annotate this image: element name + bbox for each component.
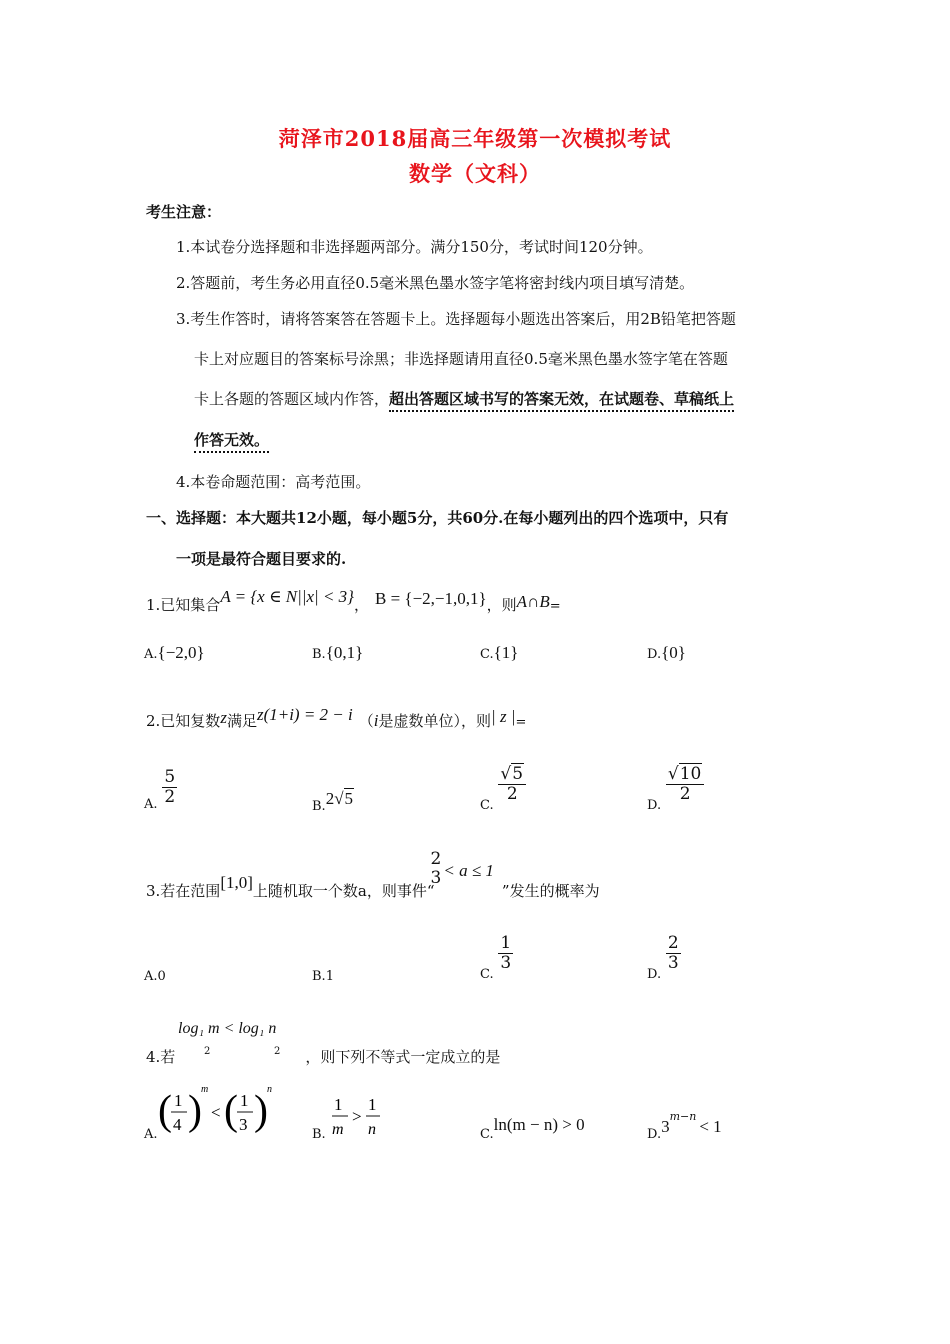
- q4-log-expression: log₁ m < log₁ n: [178, 1020, 277, 1037]
- q2-mid: 满足: [226, 712, 257, 730]
- exponent-m: m: [201, 1084, 209, 1095]
- q1-option-c[interactable]: [480, 643, 518, 663]
- question-3: [146, 849, 600, 900]
- option-value: ln(m − n) > 0: [493, 1115, 585, 1134]
- base: 3: [661, 1117, 670, 1136]
- page-title: 菏泽市2018届高三年级第一次模拟考试: [278, 126, 672, 151]
- q4-option-a-expr: [158, 1084, 280, 1146]
- option-label: D.: [647, 647, 662, 662]
- notice-heading: 考生注意：: [146, 203, 222, 221]
- q3-mid: 上随机取一个数a，则事件“: [252, 882, 435, 900]
- radicand: 10: [679, 764, 702, 784]
- option-label: C.: [480, 1127, 494, 1142]
- greater-than: >: [352, 1107, 363, 1126]
- option-label: A.: [144, 797, 158, 812]
- q4-option-d[interactable]: [647, 1110, 722, 1142]
- coefficient: 2: [325, 789, 335, 808]
- question-2: [146, 705, 527, 731]
- q1-set-a: A = {x ∈ N||x| < 3}: [220, 587, 354, 606]
- notice-emphasis-end: 作答无效。: [194, 431, 269, 453]
- option-rest: < 1: [699, 1117, 722, 1136]
- question-1: [146, 587, 561, 615]
- paren-right: ): [254, 1088, 268, 1134]
- q2-z: z: [220, 708, 227, 727]
- denominator: 3: [667, 952, 679, 973]
- exponent-n: n: [267, 1084, 272, 1095]
- section-heading-cont: 一项是最符合题目要求的.: [176, 550, 347, 568]
- q4-option-a-formula: [158, 1084, 280, 1142]
- q2-option-b[interactable]: [312, 789, 354, 814]
- q1-suffix: ，则: [486, 596, 517, 614]
- option-label: C.: [480, 647, 494, 662]
- q1-set-b: B = {−2,−1,0,1}: [374, 589, 487, 608]
- notice-item-2: 2.答题前，考生务必用直径0.5毫米黑色墨水签字笔将密封线内项目填写清楚。: [176, 274, 695, 292]
- option-value: 0: [157, 969, 166, 984]
- q1-option-b[interactable]: [312, 643, 363, 663]
- q4-suffix: ，则下列不等式一定成立的是: [305, 1048, 501, 1066]
- q3-option-d[interactable]: [647, 933, 681, 982]
- option-label: B.: [312, 799, 326, 814]
- q1-option-a[interactable]: [144, 643, 205, 663]
- q2-abs: | z |: [491, 707, 516, 726]
- q1-option-d[interactable]: [647, 643, 686, 663]
- q4-option-b-formula: [330, 1094, 390, 1142]
- radicand: 5: [344, 789, 354, 808]
- notice-item-3-cont2: [194, 388, 734, 409]
- radicand: 5: [512, 764, 524, 784]
- q3-prefix: 3.若在范围: [146, 882, 221, 900]
- fraction: [498, 765, 526, 803]
- page-subtitle: 数学（文科）: [409, 161, 541, 186]
- notice-item-1: 1.本试卷分选择题和非选择题两部分。满分150分，考试时间120分钟。: [176, 238, 653, 256]
- denominator: 2: [506, 783, 518, 804]
- denominator: 3: [430, 867, 442, 888]
- notice-item-3: 3.考生作答时，请将答案答在答题卡上。选择题每小题选出答案后，用2B铅笔把答题: [176, 310, 736, 328]
- frac-den: 3: [239, 1115, 248, 1134]
- q4-option-a[interactable]: [144, 1088, 158, 1142]
- radical-sign: √: [667, 764, 679, 784]
- fraction: [162, 768, 177, 806]
- option-label: A.: [144, 969, 158, 984]
- less-than: <: [211, 1103, 221, 1122]
- frac-den: n: [368, 1121, 377, 1138]
- question-4: [146, 1046, 500, 1067]
- q3-interval: [1,0]: [220, 873, 253, 892]
- option-label: C.: [480, 967, 494, 982]
- q3-inequality-text: < a ≤ 1: [443, 861, 494, 880]
- q4-log-base-2: 2: [274, 1046, 281, 1057]
- notice-item-4: 4.本卷命题范围：高考范围。: [176, 473, 371, 491]
- option-label: B.: [312, 969, 326, 984]
- option-label: B.: [312, 1127, 326, 1142]
- q3-suffix: ”发生的概率为: [501, 882, 600, 900]
- option-value: {1}: [493, 643, 519, 662]
- q3-inequality: [443, 861, 494, 880]
- q2-i: i: [373, 711, 379, 730]
- q2-prefix: 2.已知复数: [146, 712, 221, 730]
- paren-left: (: [224, 1088, 238, 1134]
- denominator: 3: [500, 952, 512, 973]
- q1-prefix: 1.已知集合: [146, 596, 221, 614]
- notice-item-3-cont3: [194, 429, 269, 450]
- fraction: [666, 765, 704, 803]
- q2-option-a[interactable]: [144, 767, 177, 812]
- radical-sign: √: [500, 764, 512, 784]
- q4-option-b[interactable]: [312, 1094, 390, 1142]
- numerator: 1: [500, 933, 512, 953]
- option-label: D.: [647, 967, 662, 982]
- q2-paren: （: [358, 712, 374, 730]
- option-label: D.: [647, 798, 662, 813]
- paren-right: ): [188, 1088, 202, 1134]
- option-label: A.: [144, 647, 158, 662]
- denominator: 2: [679, 783, 691, 804]
- frac-num: 1: [334, 1095, 343, 1114]
- frac-num: 1: [368, 1095, 377, 1114]
- q3-option-b[interactable]: [312, 966, 334, 984]
- denominator: 2: [164, 786, 176, 807]
- frac-num: 1: [240, 1091, 249, 1110]
- q1-expr: A∩B: [516, 592, 550, 611]
- option-label: D.: [647, 1127, 662, 1142]
- frac-num: 1: [174, 1091, 183, 1110]
- notice-item-3-cont1: 卡上对应题目的答案标号涂黑；非选择题请用直径0.5毫米黑色墨水签字笔在答题: [194, 350, 728, 368]
- exponent: m−n: [669, 1110, 697, 1123]
- frac-den: 4: [173, 1115, 182, 1134]
- q4-option-c[interactable]: [480, 1115, 585, 1142]
- option-label: C.: [480, 798, 494, 813]
- q1-eq: =: [549, 599, 561, 614]
- q4-prefix: 4.若: [146, 1048, 176, 1066]
- option-value: {−2,0}: [157, 643, 205, 662]
- frac-den: m: [332, 1121, 345, 1138]
- option-value: {0}: [661, 643, 686, 662]
- option-value: 1: [325, 969, 334, 984]
- q1-comma: ，: [353, 596, 369, 614]
- radical-sign: √: [334, 789, 344, 808]
- q3-option-a[interactable]: [144, 966, 166, 984]
- option-label: A.: [144, 1127, 158, 1142]
- q4-log-base-1: 2: [204, 1046, 211, 1057]
- q2-eq: =: [515, 715, 527, 730]
- fraction: [498, 934, 513, 972]
- notice-emphasis: 超出答题区域书写的答案无效，在试题卷、草稿纸上: [389, 390, 734, 412]
- q2-option-d[interactable]: [647, 764, 704, 813]
- fraction: [666, 934, 681, 972]
- q2-equation: z(1+i) = 2 − i: [256, 705, 353, 724]
- q2-note: 是虚数单位），则: [378, 712, 492, 730]
- section-heading: 一、选择题：本大题共12小题，每小题5分，共60分.在每小题列出的四个选项中，只有: [146, 509, 729, 527]
- q3-option-c[interactable]: [480, 933, 513, 982]
- q2-option-c[interactable]: [480, 764, 526, 813]
- paren-left: (: [158, 1088, 172, 1134]
- numerator: 2: [667, 933, 679, 953]
- option-value: {0,1}: [325, 643, 364, 662]
- numerator: 5: [164, 767, 176, 787]
- notice-item-3-text: 卡上各题的答题区域内作答，: [194, 390, 390, 408]
- numerator: 2: [430, 849, 442, 869]
- option-label: B.: [312, 647, 326, 662]
